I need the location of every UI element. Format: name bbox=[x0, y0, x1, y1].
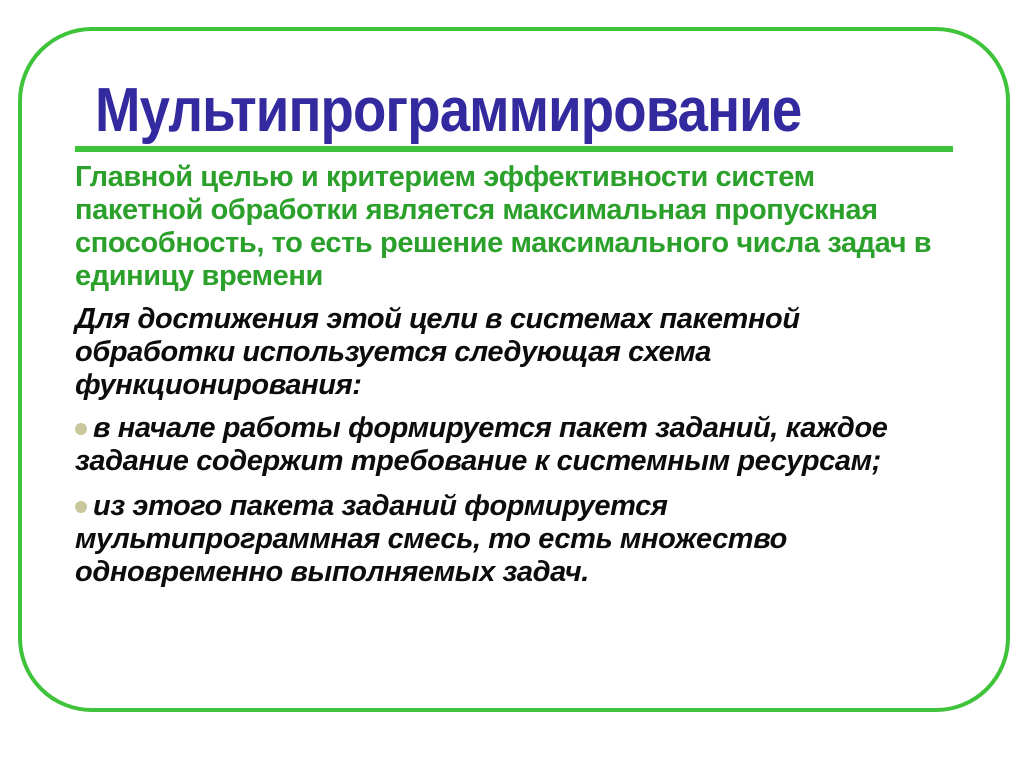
bullet-first-line bbox=[75, 412, 975, 445]
slide-content bbox=[75, 76, 975, 589]
paragraph-black-line: обработки используется следующая схема bbox=[75, 336, 712, 368]
paragraph-green-line: способность, то есть решение максимального числа задач в bbox=[75, 227, 932, 259]
paragraph-green-line: единицу времени bbox=[75, 260, 323, 292]
bullet-text-line: одновременно выполняемых задач. bbox=[75, 556, 589, 588]
title-underline-rule bbox=[75, 146, 953, 152]
paragraph-green bbox=[75, 161, 975, 293]
bullet-dot-icon bbox=[75, 501, 87, 513]
slide-title: Мультипрограммирование bbox=[95, 76, 802, 145]
paragraph-black-line: Для достижения этой цели в системах пакетной bbox=[75, 303, 800, 335]
paragraph-green-line: пакетной обработки является максимальная пропускная bbox=[75, 194, 878, 226]
bullet-first-line bbox=[75, 490, 975, 523]
paragraph-black bbox=[75, 303, 975, 402]
paragraph-green-line: Главной целью и критерием эффективности систем bbox=[75, 161, 815, 193]
bullet-text-line: в начале работы формируется пакет заданий, каждое bbox=[93, 412, 888, 444]
bullet-item bbox=[75, 490, 975, 589]
bullet-text-line: из этого пакета заданий формируется bbox=[93, 490, 668, 522]
bullet-text-line: задание содержит требование к системным ресурсам; bbox=[75, 445, 881, 477]
paragraph-black-line: функционирования: bbox=[75, 369, 362, 401]
bullet-dot-icon bbox=[75, 423, 87, 435]
bullet-item bbox=[75, 412, 975, 478]
bullet-text-line: мультипрограммная смесь, то есть множество bbox=[75, 523, 787, 555]
